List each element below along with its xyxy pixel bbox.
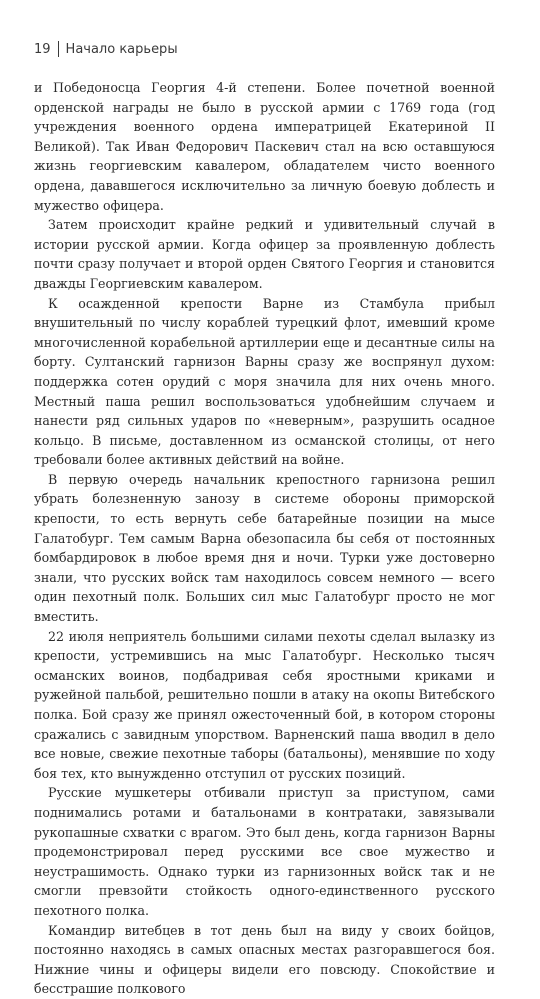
body-text: [34, 78, 495, 999]
paragraph: Затем происходит крайне редкий и удивительный случай в истории русской армии. Когда офицер за проявленную доблесть почти сразу получает и второй орден Святого Георгия и становится дважды Георгиевским кавалером.: [34, 217, 495, 291]
paragraph: 22 июля неприятель большими силами пехоты сделал вылазку из крепости, устремившись на мыс Галатобург. Несколько тысяч османских воинов, подбадривая себя яростными криками и ружейной пальбой, решительно пошли в атаку на окопы Витебского полка. Бой сразу же принял ожесточенный бой, в котором стороны сражались с завидным упорством. Варненский паша вводил в дело все новые, свежие пехотные таборы (батальоны), менявшие по ходу боя тех, кто вынужденно отступил от русских позиций.: [34, 628, 495, 781]
running-title: Начало карьеры: [65, 41, 178, 57]
running-header: [34, 41, 178, 57]
paragraph: и Победоносца Георгия 4-й степени. Более почетной военной орденской награды не было в русской армии с 1769 года (год учреждения военного ордена императрицей Екатериной II Великой). Так Иван Федорович Паскевич стал на всю оставшуюся жизнь георгиевским кавалером, обладателем чисто военного ордена, дававшегося исключительно за личную боевую доблесть и мужество офицера.: [34, 80, 495, 213]
paragraph: Командир витебцев в тот день был на виду у своих бойцов, постоянно находясь в самых опасных местах разгоравшегося боя. Нижние чины и офицеры видели его повсюду. Спокойствие и бесстрашие полкового: [34, 922, 495, 997]
paragraph: К осажденной крепости Варне из Стамбула прибыл внушительный по числу кораблей турецкий флот, имевший кроме многочисленной корабельной артиллерии еще и десантные силы на борту. Султанский гарнизон Варны сразу же воспрянул духом: поддержка сотен орудий с моря значила для них очень много. Местный паша решил воспользоваться удобнейшим случаем и нанести ряд сильных ударов по «неверным», разрушить осадное кольцо. В письме, доставленном из османской столицы, от него требовали более активных действий на войне.: [34, 295, 495, 468]
page-number: 19: [34, 41, 51, 57]
header-divider: [58, 41, 59, 57]
paragraph: Русские мушкетеры отбивали приступ за приступом, сами поднимались ротами и батальонами в контратаки, завязывали рукопашные схватки с врагом. Это был день, когда гарнизон Варны продемонстрировал перед русскими все свое мужество и неустрашимость. Однако турки из гарнизонных войск так и не смогли превзойти стойкость одного-единственного русского пехотного полка.: [34, 785, 495, 918]
paragraph: В первую очередь начальник крепостного гарнизона решил убрать болезненную занозу в системе обороны приморской крепости, то есть вернуть себе батарейные позиции на мысе Галатобург. Тем самым Варна обезопасила бы себя от постоянных бомбардировок в любое время дня и ночи. Турки уже достоверно знали, что русских войск там находилось совсем немного — всего один пехотный полк. Больших сил мыс Галатобург просто не мог вместить.: [34, 471, 495, 625]
